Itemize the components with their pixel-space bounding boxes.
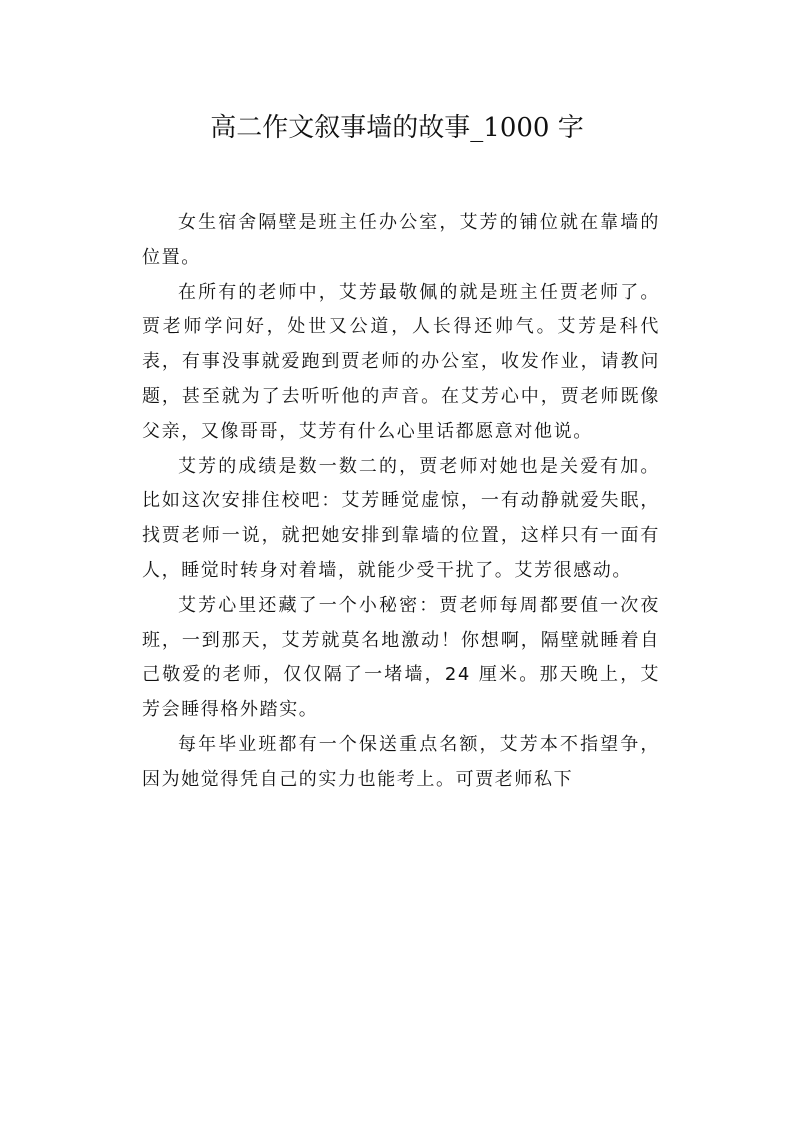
document-title: 高二作文叙事墙的故事_1000 字 [210, 113, 584, 143]
document-body [142, 206, 660, 798]
paragraph: 艾芳的成绩是数一数二的，贾老师对她也是关爱有加。比如这次安排住校吧：艾芳睡觉虚惊，一有动静就爱失眠，找贾老师一说，就把她安排到靠墙的位置，这样只有一面有人，睡觉时转身对着墙，就能少受干扰了。艾芳很感动。 [142, 455, 660, 581]
paragraph: 每年毕业班都有一个保送重点名额，艾芳本不指望争，因为她觉得凭自己的实力也能考上。可贾老师私下 [142, 733, 660, 790]
paragraph: 女生宿舍隔壁是班主任办公室，艾芳的铺位就在靠墙的位置。 [142, 212, 660, 268]
paragraph: 在所有的老师中，艾芳最敬佩的就是班主任贾老师了。贾老师学问好，处世又公道，人长得还帅气。艾芳是科代表，有事没事就爱跑到贾老师的办公室，收发作业，请教问题，甚至就为了去听听他的声音。在艾芳心中，贾老师既像父亲，又像哥哥，艾芳有什么心里话都愿意对他说。 [142, 281, 660, 442]
paragraph: 艾芳心里还藏了一个小秘密：贾老师每周都要值一次夜班，一到那天，艾芳就莫名地激动！你想啊，隔壁就睡着自己敬爱的老师，仅仅隔了一堵墙，24 厘米。那天晚上，艾芳会睡得格外踏实。 [142, 594, 660, 721]
